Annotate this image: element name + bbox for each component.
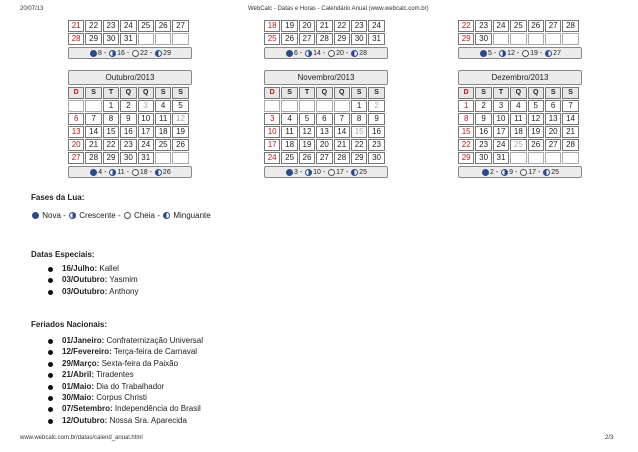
empty-cell xyxy=(68,100,84,112)
day-cell: 13 xyxy=(545,113,561,125)
day-cell: 30 xyxy=(120,152,136,164)
day-cell: 31 xyxy=(493,152,509,164)
day-cell: 7 xyxy=(562,100,578,112)
weekday-label: D xyxy=(458,87,474,99)
full-moon-icon xyxy=(132,169,139,176)
day-cell: 19 xyxy=(528,126,544,138)
day-cell: 29 xyxy=(103,152,119,164)
legend-full: Cheia xyxy=(134,211,155,220)
empty-cell xyxy=(281,100,297,112)
week-row xyxy=(458,33,582,45)
day-cell: 26 xyxy=(528,139,544,151)
phase-day: 18 - xyxy=(139,169,154,176)
empty-cell xyxy=(155,152,171,164)
phase-day: 6 - xyxy=(294,50,305,57)
phase-day: 8 - xyxy=(98,50,109,57)
week-row xyxy=(68,33,192,45)
weekday-label: Q xyxy=(120,87,136,99)
new-moon-icon xyxy=(286,169,293,176)
empty-cell xyxy=(510,33,526,45)
day-cell: 11 xyxy=(155,113,171,125)
day-cell: 11 xyxy=(281,126,297,138)
weekday-label: D xyxy=(264,87,280,99)
moon-legend-title: Fases da Lua: xyxy=(31,193,85,202)
empty-cell xyxy=(562,152,578,164)
crescent-moon-icon xyxy=(305,50,312,57)
day-cell: 24 xyxy=(138,139,154,151)
new-moon-icon xyxy=(482,169,489,176)
day-cell: 21 xyxy=(316,20,332,32)
day-cell: 26 xyxy=(155,20,171,32)
day-cell: 15 xyxy=(103,126,119,138)
waning-moon-icon xyxy=(155,169,162,176)
list-item: 16/Julho: Kallel xyxy=(48,264,138,275)
waning-moon-icon xyxy=(351,50,358,57)
moon-legend: Nova - Crescente - Cheia - Minguante xyxy=(31,211,211,220)
day-cell: 9 xyxy=(475,113,491,125)
print-date: 20/07/13 xyxy=(20,6,44,12)
day-cell: 26 xyxy=(281,33,297,45)
weekday-label: Q xyxy=(316,87,332,99)
day-cell: 26 xyxy=(299,152,315,164)
phase-day: 3 - xyxy=(294,169,305,176)
list-item: 12/Outubro: Nossa Sra. Aparecida xyxy=(48,416,203,427)
list-item: 03/Outubro: Yasmim xyxy=(48,275,138,286)
day-cell: 20 xyxy=(316,139,332,151)
day-cell: 27 xyxy=(172,20,188,32)
waning-moon-icon xyxy=(351,169,358,176)
weekday-label: T xyxy=(493,87,509,99)
calendar-november xyxy=(264,70,388,178)
legend-waning: Minguante xyxy=(173,211,211,220)
legend-crescent: Crescente xyxy=(79,211,116,220)
phase-day: 28 xyxy=(359,50,367,57)
week-row xyxy=(68,20,192,32)
day-cell: 22 xyxy=(458,20,474,32)
day-cell: 24 xyxy=(264,152,280,164)
day-cell: 24 xyxy=(493,139,509,151)
day-cell: 29 xyxy=(85,33,101,45)
day-cell: 1 xyxy=(103,100,119,112)
list-item: 01/Maio: Dia do Trabalhador xyxy=(48,382,203,393)
day-cell: 26 xyxy=(528,20,544,32)
month-title: Dezembro/2013 xyxy=(458,70,582,85)
phase-day: 10 - xyxy=(313,169,328,176)
day-cell: 28 xyxy=(85,152,101,164)
day-cell: 25 xyxy=(510,20,526,32)
list-item: 12/Fevereiro: Terça-feira de Carnaval xyxy=(48,347,203,358)
empty-cell xyxy=(85,100,101,112)
weekday-header xyxy=(264,87,388,99)
day-cell: 8 xyxy=(458,113,474,125)
weekday-label: S xyxy=(281,87,297,99)
empty-cell xyxy=(172,152,188,164)
day-cell: 16 xyxy=(475,126,491,138)
weekday-label: S xyxy=(85,87,101,99)
day-cell: 15 xyxy=(351,126,367,138)
day-cell: 24 xyxy=(493,20,509,32)
empty-cell xyxy=(172,33,188,45)
week-row xyxy=(458,152,582,164)
day-cell: 7 xyxy=(85,113,101,125)
moon-phases-bar xyxy=(264,166,388,178)
day-cell: 23 xyxy=(475,20,491,32)
day-cell: 12 xyxy=(299,126,315,138)
day-cell: 22 xyxy=(458,139,474,151)
weekday-label: Q xyxy=(138,87,154,99)
day-cell: 17 xyxy=(264,139,280,151)
day-cell: 22 xyxy=(334,20,350,32)
day-cell: 21 xyxy=(562,126,578,138)
day-cell: 25 xyxy=(281,152,297,164)
weekday-label: T xyxy=(299,87,315,99)
full-moon-icon xyxy=(520,169,527,176)
day-cell: 1 xyxy=(458,100,474,112)
phase-day: 25 xyxy=(551,169,560,176)
day-cell: 27 xyxy=(68,152,84,164)
week-row xyxy=(68,126,192,138)
day-cell: 23 xyxy=(351,20,367,32)
day-cell: 17 xyxy=(138,126,154,138)
day-cell: 10 xyxy=(493,113,509,125)
week-row xyxy=(458,113,582,125)
list-item: 07/Setembro: Independência do Brasil xyxy=(48,404,203,415)
day-cell: 31 xyxy=(120,33,136,45)
empty-cell xyxy=(545,152,561,164)
week-row xyxy=(264,33,388,45)
day-cell: 2 xyxy=(368,100,384,112)
new-moon-icon xyxy=(480,50,487,57)
day-cell: 24 xyxy=(120,20,136,32)
day-cell: 3 xyxy=(138,100,154,112)
day-cell: 2 xyxy=(120,100,136,112)
day-cell: 25 xyxy=(264,33,280,45)
day-cell: 9 xyxy=(120,113,136,125)
week-row xyxy=(68,139,192,151)
holidays-title: Feriados Nacionais: xyxy=(31,320,108,329)
phase-day: 9 - xyxy=(509,169,520,176)
day-cell: 4 xyxy=(155,100,171,112)
week-row xyxy=(68,113,192,125)
full-moon-icon xyxy=(124,212,131,219)
phase-day: 4 - xyxy=(98,169,109,176)
day-cell: 8 xyxy=(351,113,367,125)
phase-day: 17 - xyxy=(528,169,543,176)
day-cell: 22 xyxy=(103,139,119,151)
day-cell: 28 xyxy=(334,152,350,164)
week-row xyxy=(264,100,388,112)
day-cell: 29 xyxy=(334,33,350,45)
day-cell: 31 xyxy=(368,33,384,45)
day-cell: 15 xyxy=(458,126,474,138)
month-title: Outubro/2013 xyxy=(68,70,192,85)
phase-day: 20 - xyxy=(336,50,351,57)
day-cell: 30 xyxy=(475,152,491,164)
day-cell: 12 xyxy=(528,113,544,125)
month-title: Novembro/2013 xyxy=(264,70,388,85)
weekday-label: S xyxy=(172,87,188,99)
day-cell: 30 xyxy=(103,33,119,45)
weekday-header xyxy=(458,87,582,99)
footer-url: www.webcalc.com.br/datas/calend_anual.html xyxy=(20,435,143,441)
empty-cell xyxy=(334,100,350,112)
weekday-label: Q xyxy=(528,87,544,99)
day-cell: 28 xyxy=(316,33,332,45)
list-item: 30/Maio: Corpus Christi xyxy=(48,393,203,404)
phase-day: 26 xyxy=(162,169,171,176)
waning-moon-icon xyxy=(543,169,550,176)
empty-cell xyxy=(316,100,332,112)
weekday-label: S xyxy=(475,87,491,99)
week-row xyxy=(68,100,192,112)
day-cell: 16 xyxy=(368,126,384,138)
day-cell: 26 xyxy=(172,139,188,151)
phase-day: 29 xyxy=(163,50,171,57)
day-cell: 28 xyxy=(562,139,578,151)
legend-new: Nova xyxy=(42,211,61,220)
new-moon-icon xyxy=(286,50,293,57)
moon-phases-bar xyxy=(68,47,192,59)
day-cell: 13 xyxy=(68,126,84,138)
day-cell: 23 xyxy=(120,139,136,151)
empty-cell xyxy=(493,33,509,45)
phase-day: 19 - xyxy=(530,50,545,57)
calendar-december xyxy=(458,70,582,178)
full-moon-icon xyxy=(328,169,335,176)
day-cell: 21 xyxy=(85,139,101,151)
day-cell: 18 xyxy=(264,20,280,32)
day-cell: 14 xyxy=(85,126,101,138)
new-moon-icon xyxy=(90,50,97,57)
day-cell: 28 xyxy=(68,33,84,45)
day-cell: 19 xyxy=(299,139,315,151)
week-row xyxy=(458,100,582,112)
day-cell: 20 xyxy=(68,139,84,151)
phase-day: 11 - xyxy=(117,169,131,176)
day-cell: 4 xyxy=(281,113,297,125)
moon-phases-bar xyxy=(458,47,582,59)
phase-day: 5 - xyxy=(488,50,499,57)
week-row xyxy=(458,20,582,32)
day-cell: 29 xyxy=(458,152,474,164)
day-cell: 5 xyxy=(528,100,544,112)
weekday-label: S xyxy=(351,87,367,99)
print-title: WebCalc - Datas e Horas - Calendário Anual (www.webcalc.com.br) xyxy=(248,6,429,12)
day-cell: 14 xyxy=(562,113,578,125)
empty-cell xyxy=(510,152,526,164)
day-cell: 16 xyxy=(120,126,136,138)
crescent-moon-icon xyxy=(501,169,508,176)
crescent-moon-icon xyxy=(69,212,76,219)
phase-day: 27 xyxy=(553,50,561,57)
day-cell: 28 xyxy=(562,20,578,32)
day-cell: 14 xyxy=(334,126,350,138)
day-cell: 20 xyxy=(299,20,315,32)
phase-day: 2 - xyxy=(489,169,501,176)
week-row xyxy=(264,139,388,151)
day-cell: 30 xyxy=(368,152,384,164)
weekday-label: Q xyxy=(510,87,526,99)
calendar-october xyxy=(68,70,192,178)
day-cell: 12 xyxy=(172,113,188,125)
calendar-partial-3 xyxy=(458,20,582,59)
weekday-label: S xyxy=(545,87,561,99)
day-cell: 27 xyxy=(299,33,315,45)
day-cell: 8 xyxy=(103,113,119,125)
day-cell: 18 xyxy=(510,126,526,138)
day-cell: 29 xyxy=(458,33,474,45)
empty-cell xyxy=(155,33,171,45)
day-cell: 25 xyxy=(155,139,171,151)
day-cell: 10 xyxy=(138,113,154,125)
empty-cell xyxy=(528,152,544,164)
week-row xyxy=(264,126,388,138)
weekday-label: S xyxy=(562,87,578,99)
day-cell: 10 xyxy=(264,126,280,138)
day-cell: 27 xyxy=(316,152,332,164)
phase-day: 25 xyxy=(359,169,367,176)
calendar-partial-1 xyxy=(68,20,192,59)
day-cell: 18 xyxy=(155,126,171,138)
new-moon-icon xyxy=(90,169,97,176)
empty-cell xyxy=(299,100,315,112)
day-cell: 27 xyxy=(545,139,561,151)
full-moon-icon xyxy=(328,50,335,57)
day-cell: 3 xyxy=(493,100,509,112)
day-cell: 30 xyxy=(475,33,491,45)
crescent-moon-icon xyxy=(109,169,116,176)
page-number: 2/3 xyxy=(605,435,614,441)
day-cell: 22 xyxy=(85,20,101,32)
day-cell: 3 xyxy=(264,113,280,125)
day-cell: 25 xyxy=(138,20,154,32)
day-cell: 7 xyxy=(334,113,350,125)
new-moon-icon xyxy=(32,212,39,219)
crescent-moon-icon xyxy=(499,50,506,57)
day-cell: 5 xyxy=(299,113,315,125)
full-moon-icon xyxy=(522,50,529,57)
day-cell: 27 xyxy=(545,20,561,32)
crescent-moon-icon xyxy=(305,169,312,176)
day-cell: 22 xyxy=(351,139,367,151)
day-cell: 11 xyxy=(510,113,526,125)
waning-moon-icon xyxy=(155,50,162,57)
day-cell: 30 xyxy=(351,33,367,45)
day-cell: 25 xyxy=(510,139,526,151)
phase-day: 22 - xyxy=(140,50,155,57)
holidays-list xyxy=(48,336,203,427)
crescent-moon-icon xyxy=(109,50,116,57)
phase-day: 14 - xyxy=(313,50,328,57)
weekday-label: S xyxy=(368,87,384,99)
moon-phases-bar xyxy=(458,166,582,178)
phase-day: 12 - xyxy=(507,50,522,57)
week-row xyxy=(68,152,192,164)
day-cell: 21 xyxy=(68,20,84,32)
moon-phases-bar xyxy=(264,47,388,59)
special-dates-title: Datas Especiais: xyxy=(31,250,95,259)
full-moon-icon xyxy=(132,50,139,57)
week-row xyxy=(264,113,388,125)
day-cell: 19 xyxy=(172,126,188,138)
list-item: 21/Abril: Tiradentes xyxy=(48,370,203,381)
week-row xyxy=(264,20,388,32)
day-cell: 21 xyxy=(334,139,350,151)
phase-day: 17 - xyxy=(336,169,351,176)
empty-cell xyxy=(528,33,544,45)
empty-cell xyxy=(138,33,154,45)
day-cell: 23 xyxy=(475,139,491,151)
day-cell: 6 xyxy=(68,113,84,125)
week-row xyxy=(264,152,388,164)
day-cell: 20 xyxy=(545,126,561,138)
day-cell: 23 xyxy=(368,139,384,151)
phase-day: 16 - xyxy=(117,50,132,57)
waning-moon-icon xyxy=(163,212,170,219)
day-cell: 4 xyxy=(510,100,526,112)
moon-phases-bar xyxy=(68,166,192,178)
day-cell: 9 xyxy=(368,113,384,125)
list-item: 29/Março: Sexta-feira da Paixão xyxy=(48,359,203,370)
week-row xyxy=(458,126,582,138)
empty-cell xyxy=(264,100,280,112)
list-item: 03/Outubro: Anthony xyxy=(48,287,138,298)
weekday-label: Q xyxy=(334,87,350,99)
waning-moon-icon xyxy=(545,50,552,57)
list-item: 01/Janeiro: Confraternização Universal xyxy=(48,336,203,347)
day-cell: 19 xyxy=(281,20,297,32)
day-cell: 18 xyxy=(281,139,297,151)
day-cell: 5 xyxy=(172,100,188,112)
weekday-header xyxy=(68,87,192,99)
weekday-label: T xyxy=(103,87,119,99)
calendar-partial-2 xyxy=(264,20,388,59)
day-cell: 6 xyxy=(316,113,332,125)
weekday-label: D xyxy=(68,87,84,99)
special-dates-list xyxy=(48,264,138,298)
day-cell: 6 xyxy=(545,100,561,112)
day-cell: 17 xyxy=(493,126,509,138)
day-cell: 24 xyxy=(368,20,384,32)
day-cell: 1 xyxy=(351,100,367,112)
day-cell: 2 xyxy=(475,100,491,112)
day-cell: 31 xyxy=(138,152,154,164)
empty-cell xyxy=(545,33,561,45)
day-cell: 29 xyxy=(351,152,367,164)
day-cell: 13 xyxy=(316,126,332,138)
empty-cell xyxy=(562,33,578,45)
weekday-label: S xyxy=(155,87,171,99)
week-row xyxy=(458,139,582,151)
day-cell: 23 xyxy=(103,20,119,32)
